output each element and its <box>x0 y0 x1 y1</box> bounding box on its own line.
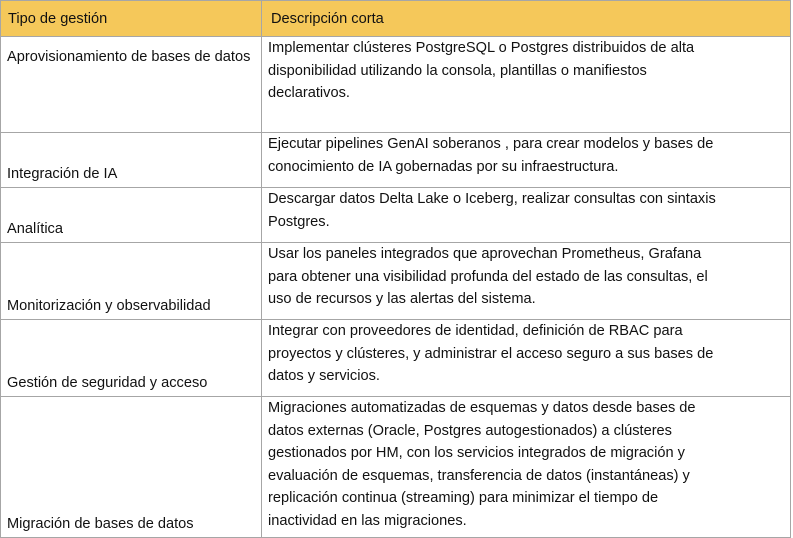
table-row <box>1 37 791 133</box>
description-line: Descargar datos Delta Lake o Iceberg, realizar consultas con sintaxis <box>268 191 716 207</box>
description-line: proyectos y clústeres, y administrar el acceso seguro a sus bases de <box>268 345 714 362</box>
description-line: Postgres. <box>268 213 330 230</box>
description-cell <box>262 320 791 397</box>
description-line: datos externas (Oracle, Postgres autogestionados) a clústeres <box>268 422 672 439</box>
description-line: declarativos. <box>268 85 350 101</box>
description-cell <box>262 243 791 320</box>
description-line: uso de recursos y las alertas del sistema. <box>268 291 536 307</box>
description-line: Implementar clústeres PostgreSQL o Postgres distribuidos de alta <box>268 40 695 56</box>
description-line: datos y servicios. <box>268 368 380 384</box>
description-line: disponibilidad utilizando la consola, plantillas o manifiestos <box>268 62 647 79</box>
description-line: Ejecutar pipelines GenAI soberanos , para crear modelos y bases de <box>268 136 714 152</box>
management-type-cell: Gestión de seguridad y acceso <box>1 320 262 397</box>
header-short-description: Descripción corta <box>262 1 791 37</box>
description-cell <box>262 133 791 188</box>
description-cell <box>262 188 791 243</box>
description-line: para obtener una visibilidad profunda del estado de las consultas, el <box>268 268 708 285</box>
table-row <box>1 243 791 320</box>
description-cell <box>262 397 791 538</box>
description-line: Migraciones automatizadas de esquemas y datos desde bases de <box>268 400 696 416</box>
management-type-cell: Migración de bases de datos <box>1 397 262 538</box>
management-type-cell: Integración de IA <box>1 133 262 188</box>
description-line: Integrar con proveedores de identidad, definición de RBAC para <box>268 323 683 339</box>
management-type-cell: Analítica <box>1 188 262 243</box>
management-type-cell: Monitorización y observabilidad <box>1 243 262 320</box>
table-row <box>1 133 791 188</box>
table-row <box>1 320 791 397</box>
description-line: inactividad en las migraciones. <box>268 512 467 529</box>
header-management-type: Tipo de gestión <box>1 1 262 37</box>
table-row <box>1 188 791 243</box>
description-line: Usar los paneles integrados que aprovechan Prometheus, Grafana <box>268 246 702 262</box>
management-type-cell: Aprovisionamiento de bases de datos <box>1 37 262 133</box>
description-line: replicación continua (streaming) para minimizar el tiempo de <box>268 490 659 506</box>
description-line: evaluación de esquemas, transferencia de datos (instantáneas) y <box>268 467 690 484</box>
description-line: conocimiento de IA gobernadas por su infraestructura. <box>268 158 619 175</box>
description-cell <box>262 37 791 133</box>
table-header-row <box>1 1 791 37</box>
description-line: gestionados por HM, con los servicios integrados de migración y <box>268 445 685 461</box>
table-row <box>1 397 791 538</box>
